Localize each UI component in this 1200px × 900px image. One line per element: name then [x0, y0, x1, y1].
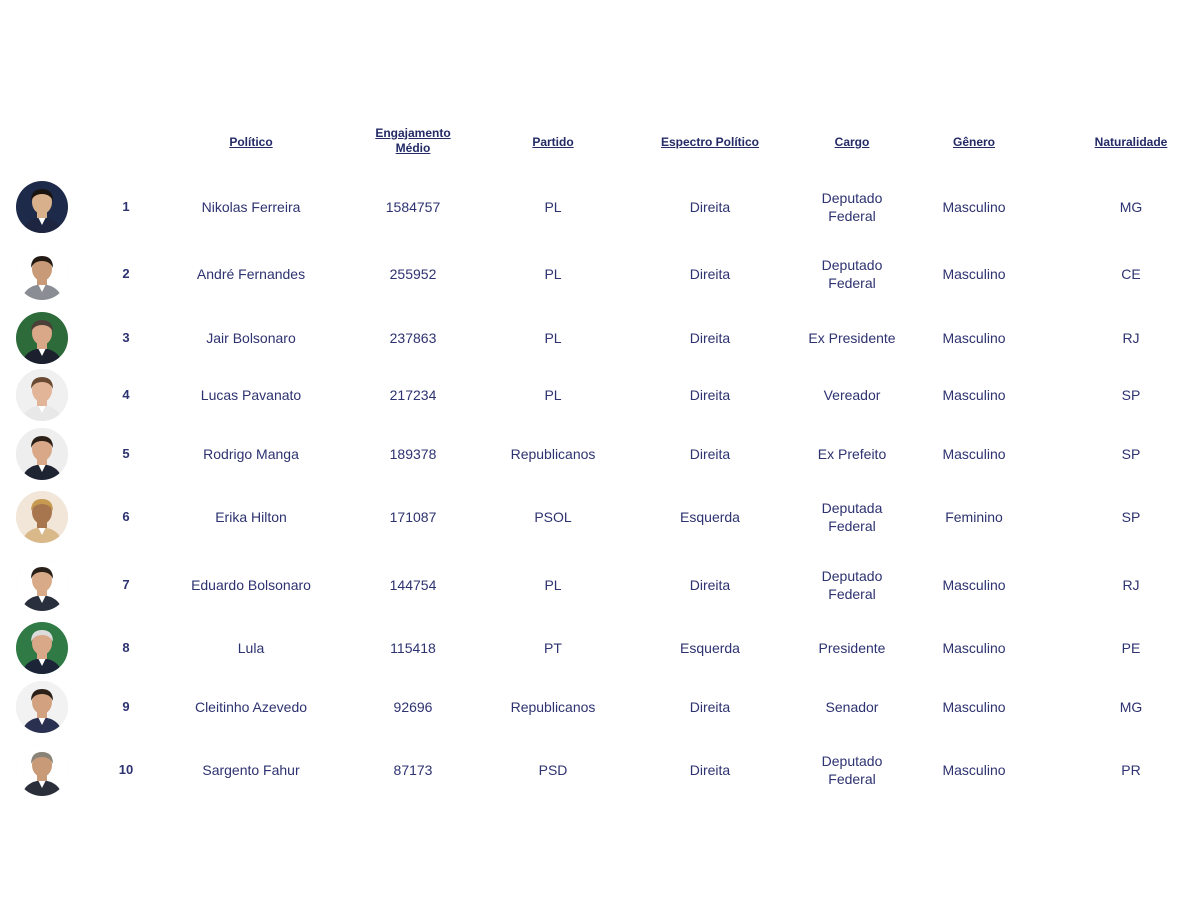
state-cell: SP	[1121, 446, 1141, 462]
person-photo-icon	[16, 681, 68, 733]
spectrum-cell: Esquerda	[680, 640, 740, 656]
spectrum-cell: Direita	[689, 577, 731, 593]
politician-name-cell: Sargento Fahur	[202, 762, 300, 778]
header-partido[interactable]: Partido	[532, 135, 574, 149]
party-cell: PL	[544, 330, 562, 346]
rank-cell: 9	[122, 699, 130, 714]
state-cell: PR	[1121, 762, 1141, 778]
role-line1: Deputado	[821, 753, 883, 769]
politician-name-cell: Lula	[237, 640, 265, 656]
role-line1: Senador	[825, 699, 879, 715]
role-cell	[822, 256, 883, 292]
header-engajamento-line1: Engajamento	[375, 126, 451, 140]
spectrum-cell: Direita	[689, 199, 731, 215]
role-cell	[822, 189, 883, 225]
party-cell: PL	[544, 199, 562, 215]
header-genero[interactable]: Gênero	[952, 135, 996, 149]
avatar-image	[16, 622, 68, 674]
spectrum-cell: Direita	[689, 762, 731, 778]
engagement-cell: 144754	[389, 577, 437, 593]
party-cell: PL	[544, 577, 562, 593]
role-line2: Federal	[828, 208, 876, 224]
state-cell: CE	[1121, 266, 1141, 282]
engagement-cell: 255952	[389, 266, 437, 282]
spectrum-cell: Direita	[689, 699, 731, 715]
role-line1: Presidente	[818, 640, 886, 656]
state-cell: SP	[1121, 509, 1141, 525]
avatar-image	[16, 491, 68, 543]
gender-cell: Masculino	[942, 199, 1006, 215]
person-photo-icon	[16, 491, 68, 543]
politician-name-cell: Rodrigo Manga	[203, 446, 299, 462]
role-cell	[818, 445, 886, 463]
avatar-image	[16, 681, 68, 733]
state-cell: RJ	[1122, 577, 1140, 593]
person-photo-icon	[16, 369, 68, 421]
politician-name-cell: Jair Bolsonaro	[206, 330, 296, 346]
spectrum-cell: Direita	[689, 387, 731, 403]
role-cell	[826, 698, 879, 716]
role-line2: Federal	[828, 771, 876, 787]
header-engajamento-line2: Médio	[395, 141, 431, 155]
person-photo-icon	[16, 559, 68, 611]
party-cell: Republicanos	[510, 699, 596, 715]
engagement-cell: 237863	[389, 330, 437, 346]
role-line1: Deputado	[821, 257, 883, 273]
state-cell: RJ	[1122, 330, 1140, 346]
politician-name-cell: André Fernandes	[196, 266, 306, 282]
rank-cell: 1	[122, 199, 130, 214]
header-naturalidade[interactable]: Naturalidade	[1094, 135, 1168, 149]
gender-cell: Masculino	[942, 266, 1006, 282]
engagement-cell: 171087	[389, 509, 437, 525]
gender-cell: Masculino	[942, 446, 1006, 462]
role-line1: Deputada	[821, 500, 883, 516]
role-cell	[822, 499, 883, 535]
person-photo-icon	[16, 622, 68, 674]
rank-cell: 4	[122, 387, 130, 402]
engagement-cell: 217234	[389, 387, 437, 403]
header-cargo[interactable]: Cargo	[834, 135, 870, 149]
state-cell: SP	[1121, 387, 1141, 403]
avatar-image	[16, 744, 68, 796]
rank-cell: 3	[122, 330, 130, 345]
politician-name-cell: Erika Hilton	[215, 509, 287, 525]
person-photo-icon	[16, 181, 68, 233]
gender-cell: Masculino	[942, 762, 1006, 778]
politician-name-cell: Nikolas Ferreira	[201, 199, 301, 215]
engagement-cell: 87173	[393, 762, 433, 778]
gender-cell: Masculino	[942, 640, 1006, 656]
avatar-image	[16, 248, 68, 300]
role-cell	[824, 386, 881, 404]
gender-cell: Masculino	[942, 330, 1006, 346]
politician-name-cell: Lucas Pavanato	[200, 387, 302, 403]
role-line1: Ex Presidente	[808, 330, 896, 346]
spectrum-cell: Direita	[689, 266, 731, 282]
state-cell: PE	[1121, 640, 1141, 656]
avatar-image	[16, 181, 68, 233]
party-cell: PSD	[538, 762, 568, 778]
rank-cell: 6	[122, 509, 130, 524]
party-cell: PL	[544, 387, 562, 403]
party-cell: Republicanos	[510, 446, 596, 462]
role-line2: Federal	[828, 275, 876, 291]
party-cell: PT	[544, 640, 562, 656]
spectrum-cell: Direita	[689, 446, 731, 462]
engagement-cell: 115418	[390, 640, 436, 656]
engagement-cell: 189378	[389, 446, 437, 462]
politician-name-cell: Eduardo Bolsonaro	[191, 577, 311, 593]
role-cell	[822, 567, 883, 603]
state-cell: MG	[1119, 699, 1143, 715]
avatar-image	[16, 559, 68, 611]
rank-cell: 10	[118, 762, 134, 777]
role-cell	[822, 752, 883, 788]
state-cell: MG	[1119, 199, 1143, 215]
header-engajamento-medio[interactable]	[375, 126, 450, 156]
gender-cell: Masculino	[942, 699, 1006, 715]
person-photo-icon	[16, 312, 68, 364]
politician-name-cell: Cleitinho Azevedo	[194, 699, 308, 715]
gender-cell: Masculino	[942, 577, 1006, 593]
avatar-image	[16, 428, 68, 480]
person-photo-icon	[16, 744, 68, 796]
role-cell	[808, 329, 895, 347]
rank-cell: 5	[122, 446, 130, 461]
person-photo-icon	[16, 248, 68, 300]
party-cell: PL	[544, 266, 562, 282]
role-line1: Vereador	[823, 387, 881, 403]
spectrum-cell: Esquerda	[680, 509, 740, 525]
gender-cell: Feminino	[945, 509, 1003, 525]
engagement-cell: 92696	[393, 699, 433, 715]
avatar-image	[16, 312, 68, 364]
role-line2: Federal	[828, 586, 876, 602]
rank-cell: 7	[122, 577, 130, 592]
avatar-image	[16, 369, 68, 421]
role-line1: Deputado	[821, 568, 883, 584]
gender-cell: Masculino	[942, 387, 1006, 403]
spectrum-cell: Direita	[689, 330, 731, 346]
engagement-cell: 1584757	[385, 199, 441, 215]
party-cell: PSOL	[534, 509, 572, 525]
rank-cell: 8	[122, 640, 130, 655]
role-line1: Ex Prefeito	[817, 446, 887, 462]
role-line2: Federal	[828, 518, 876, 534]
role-cell	[819, 639, 886, 657]
person-photo-icon	[16, 428, 68, 480]
role-line1: Deputado	[821, 190, 883, 206]
header-espectro-politico[interactable]: Espectro Político	[660, 135, 760, 149]
rank-cell: 2	[122, 266, 130, 281]
header-politico[interactable]: Político	[229, 135, 273, 149]
